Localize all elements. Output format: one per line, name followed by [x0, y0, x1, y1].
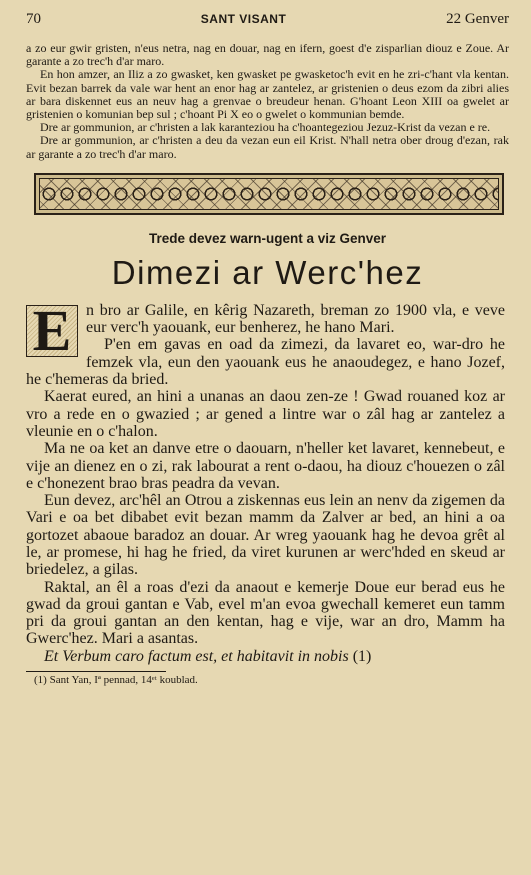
body-paragraph-text: n bro ar Galile, en kêrig Nazareth, breman zo 1900 vla, e veve eur verc'h yaouank, eur benherez, he hano Mari. — [86, 301, 505, 337]
running-title: SANT VISANT — [200, 12, 287, 26]
ornamental-band — [34, 173, 504, 215]
date-label: 22 Genver — [446, 11, 509, 27]
subheading: Trede devez warn-ugent a viz Genver — [148, 230, 387, 246]
main-text — [26, 297, 509, 665]
footnote-divider — [26, 671, 166, 672]
intro-paragraph: En hon amzer, an Iliz a zo gwasket, ken gwasket pe gwasketoc'h evit en he zri-c'hant vla kentan. Evit bezan barrek da vale war hent an enor hag ar zantelez, ar gristenien o deus ezom da zibri alies ar bara diskennet eus an neuv hag a grenvae o breudeur henan. G'hoant Leon XIII oa gwelet ar gristenien o komunian bep sul ; c'hoant Pi X eo o gwelet o kommunian bemde. — [26, 67, 509, 122]
dropcap-letter: E — [26, 305, 78, 357]
running-header — [26, 10, 509, 28]
footnote-reference: (1) — [352, 647, 372, 665]
body-paragraph: Raktal, an êl a roas d'ezi da anaout e kemerje Doue eur berad eus he gwad da groui gantan e Vab, evel m'an evoa gwechall kemeret eun tamm pri da groui gantan an den kentan, hag e vije, war an dro, Mamm ha Gwerc'hez. Mari a asantas. — [26, 578, 505, 648]
intro-paragraph: Dre ar gommunion, ar c'hristen a deu da vezan eun eil Krist. N'hall netra ober droug d'ezan, rak ar garante a zo trec'h d'ar maro. — [26, 133, 509, 161]
intro-text — [26, 42, 509, 161]
body-paragraph: P'en em gavas en oad da zimezi, da lavaret eo, war-dro he femzek vla, eun den yaouank eus he anaoudegez, e hano Jozef, he c'hemeras da bried. — [26, 336, 505, 389]
body-paragraph: Eun devez, arc'hêl an Otrou a ziskennas eus lein an nenv da zigemen da Vari e oa bet dibabet evit bezan mamm da Zalver ar bed, an hini a oa gortozet abaoue baradoz an douar. Ar wreg yaouank hag he devoa grêt al le, ar promese, hi hag he fried, da viret kurunen ar werc'hded en skeud ar briedelez, a gilas. — [26, 492, 505, 579]
page-title: Dimezi ar Werc'hez — [111, 253, 424, 291]
body-paragraph: Ma ne oa ket an danve etre o daouarn, n'heller ket lavaret, kennebeut, e vije an dienez en o zi, rak labourat a rent o-daou, ha diouz c'houezen o zâl e c'honezent brao bras peadra da vevan. — [26, 440, 505, 492]
latin-quote — [26, 648, 505, 665]
page-number: 70 — [26, 11, 41, 27]
ornament-pattern — [39, 178, 499, 210]
latin-quote-text: Et Verbum caro factum est, et habitavit in nobis — [44, 647, 349, 665]
body-paragraph: Kaerat eured, an hini a unanas an daou zen-ze ! Gwad rouaned koz ar vro a rede en o gwazied ; ar gened a lintre war o zâl hag ar zantelez a vleunie en o c'halon. — [26, 388, 505, 440]
footnote: (1) Sant Yan, Iª pennad, 14ᵉᵗ koublad. — [34, 674, 198, 687]
intro-paragraph: Dre ar gommunion, ar c'hristen a lak karanteziou ha c'hoantegeziou Jezuz-Krist da vezan e re. — [40, 120, 491, 135]
intro-paragraph: a zo eur gwir gristen, n'eus netra, nag en douar, nag en ifern, goest d'e zisparlian diouz e Zoue. Ar garante a zo trec'h d'ar maro. — [26, 41, 509, 69]
